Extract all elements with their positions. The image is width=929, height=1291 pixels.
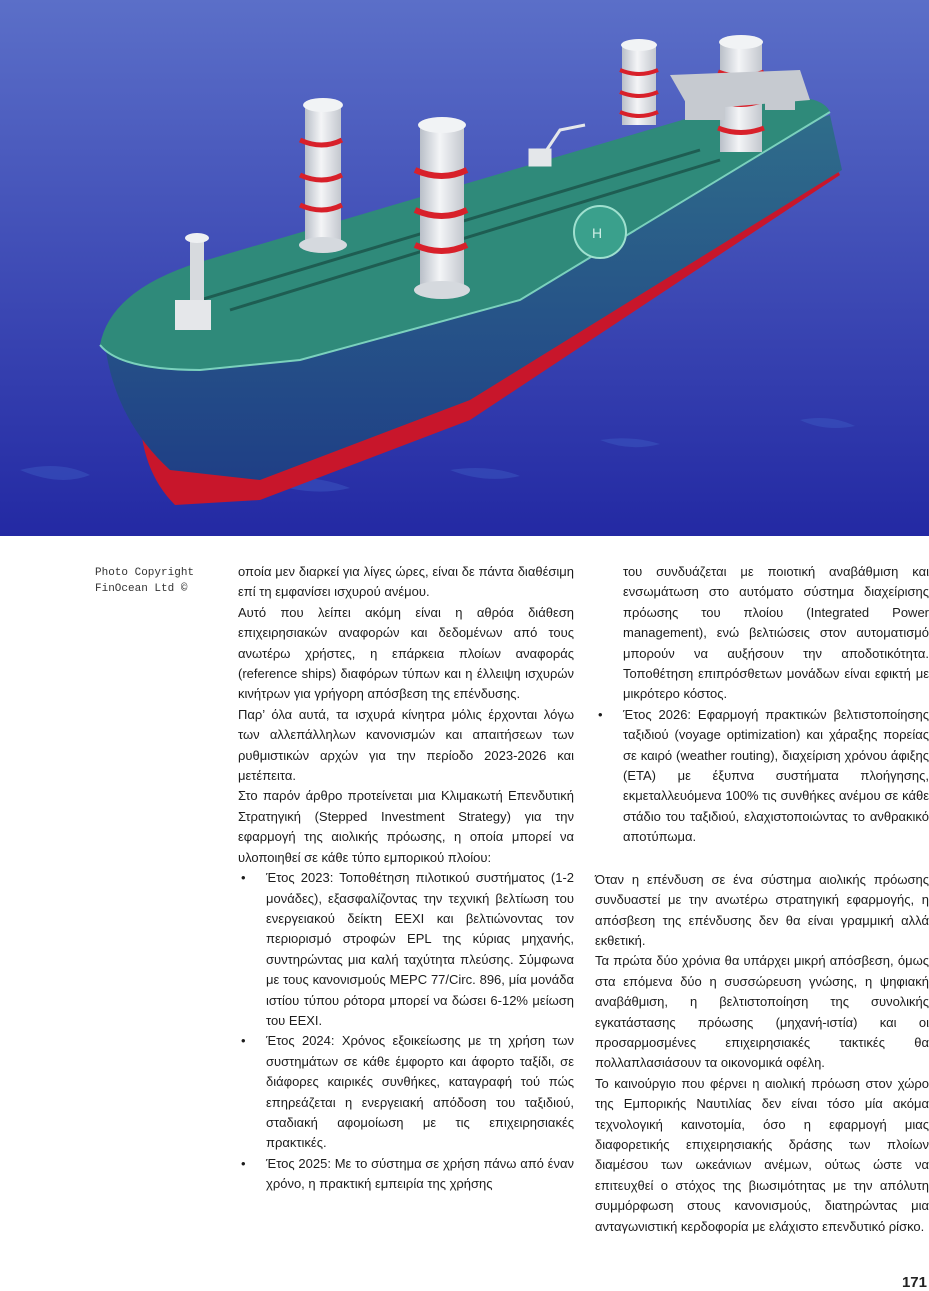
photo-caption <box>95 565 225 597</box>
rotor-sail-1 <box>299 98 347 253</box>
text-column-2 <box>595 562 929 1237</box>
list-item <box>595 705 929 848</box>
bullet-icon: • <box>241 870 246 886</box>
bullet-icon: • <box>241 1155 246 1171</box>
paragraph: Όταν η επένδυση σε ένα σύστημα αιολικής πρόωσης συνδυαστεί με την ανωτέρω στρατηγική εφαρμογής, η απόσβεση της επένδυσης δεν θα είναι γραμμική αλλά εκθετική. <box>595 871 929 948</box>
list-item-text: Έτος 2026: Εφαρμογή πρακτικών βελτιστοποίησης ταξιδιού (voyage optimization) και χάραξης πορείας σε καιρό (weather routing), διαχείριση χρόνου άφιξης (ETA) με έξυπνα συστήματα πλοήγησης, εκμεταλλευόμενα 100% τις συνθήκες ανέμου σε κάθε στάδιο του ταξιδιού, ελαχιστοποιώντας το ανθρακικό αποτύπωμα. <box>623 706 929 845</box>
strategy-list-continued <box>595 562 929 848</box>
text-column-1 <box>238 562 574 1195</box>
list-item-continued <box>595 562 929 705</box>
paragraph: Παρ’ όλα αυτά, τα ισχυρά κίνητρα μόλις έρχονται λόγω των αλλεπάλληλων κανονισμών και απαιτήσεων των ρυθμιστικών αρχών για την περίοδο 2023-2026 και μετέπειτα. <box>238 706 574 784</box>
list-item <box>238 868 574 1031</box>
bullet-icon: • <box>598 706 603 722</box>
paragraph: Στο παρόν άρθρο προτείνεται μια Κλιμακωτή Επενδυτική Στρατηγική (Stepped Investment Strategy) για την εφαρμογή της αιολικής πρόωσης, η οποία μπορεί να υλοποιηθεί σε κάθε τύπο εμπορικού πλοίου: <box>238 788 574 865</box>
list-item-text: Έτος 2023: Τοποθέτηση πιλοτικού συστήματος (1-2 μονάδες), εξασφαλίζοντας την τεχνική βελτίωση του ενεργειακού δείκτη EEXI και βελτιώνοντας τον περιορισμό στροφών EPL της κύριας μηχανής, συντηρώντας μια καλή ταχύτητα πλεύσης. Σύμφωνα με τους κανονισμούς MEPC 77/Circ. 896, μία μονάδα ιστίου τύπου ρότορα μπορεί να δώσει 6-12% μείωση του EEXI. <box>266 870 574 1028</box>
list-item-text: Έτος 2025: Με το σύστημα σε χρήση πάνω από έναν χρόνο, η πρακτική εμπειρία της χρήσης <box>266 1155 574 1192</box>
caption-line-2: FinOcean Ltd © <box>95 583 188 595</box>
paragraph: οποία μεν διαρκεί για λίγες ώρες, είναι δε πάντα διαθέσιμη επί τη εμφανίσει ισχυρού ανέμου. <box>238 564 574 600</box>
caption-line-1: Photo Copyright <box>95 567 195 579</box>
list-item <box>238 1031 574 1153</box>
hero-illustration <box>0 0 929 536</box>
list-item <box>238 1154 574 1195</box>
list-item-text: Έτος 2024: Χρόνος εξοικείωσης με τη χρήση των συστημάτων σε κάθε έμφορτο και άφορτο ταξίδι, σε διάφορες καιρικές συνθήκες, καταγραφή τού πώς επηρεάζεται η ενεργειακή απόδοση του ταξιδιού, σταδιακή αφομοίωση με τις επιχειρησιακές πρακτικές. <box>266 1033 574 1151</box>
paragraph: Το καινούργιο που φέρνει η αιολική πρόωση στον χώρο της Εμπορικής Ναυτιλίας δεν είναι τόσο μία ακόμα τεχνολογική καινοτομία, όσο η εφαρμογή μιας διαφορετικής επιχειρησιακής δράσης των πλοίων διαμέσου των ωκεάνιων ανέμων, ούτως ώστε να επιτευχθεί ο στόχος της βιωσιμότητας με την απόλυτη συμμόρφωση στους κανονισμούς, διατηρώντας μια ανταγωνιστική κερδοφορία με ελάχιστο επενδυτικό ρίσκο. <box>595 1075 929 1234</box>
bullet-icon: • <box>241 1033 246 1049</box>
rotor-sail-2 <box>414 117 470 299</box>
strategy-list <box>238 868 574 1195</box>
rotor-sail-tanker-illustration <box>0 0 929 536</box>
list-item-text: του συνδυάζεται με ποιοτική αναβάθμιση και ενσωμάτωση στο αυτόματο σύστημα διαχείρισης πρόωσης του πλοίου (Integrated Power management), ενώ βελτιώσεις στον αυτοματισμό μπορούν να αυξήσουν την αποδοτικότητα. Τοποθέτηση επιπρόσθετων μονάδων είναι εφικτή με μικρότερο κόστος. <box>623 564 929 702</box>
paragraph: Τα πρώτα δύο χρόνια θα υπάρχει μικρή απόσβεση, όμως στα επόμενα δύο η συσσώρευση γνώσης, η ψηφιακή αναβάθμιση, η βελτιστοποίηση της συνολικής εγκατάστασης πρόωσης (μηχανή-ιστία) και οι προσαρμοσμένες επιχειρησιακές τακτικές θα πολλαπλασιάσουν τα οικονομικά οφέλη. <box>595 953 929 1071</box>
paragraph: Αυτό που λείπει ακόμη είναι η αθρόα διάθεση επιχειρησιακών αναφορών και δεδομένων από τους ανωτέρω χρήστες, η επάρκεια πλοίων αναφοράς (reference ships) διαφόρων τύπων και η έλλειψη ισχυρών κινήτρων για γρήγορη απόσβεση της επένδυσης. <box>238 604 574 702</box>
svg-text:H: H <box>592 225 603 241</box>
rotor-sail-3 <box>620 39 658 125</box>
page-number: 171 <box>901 1274 927 1291</box>
